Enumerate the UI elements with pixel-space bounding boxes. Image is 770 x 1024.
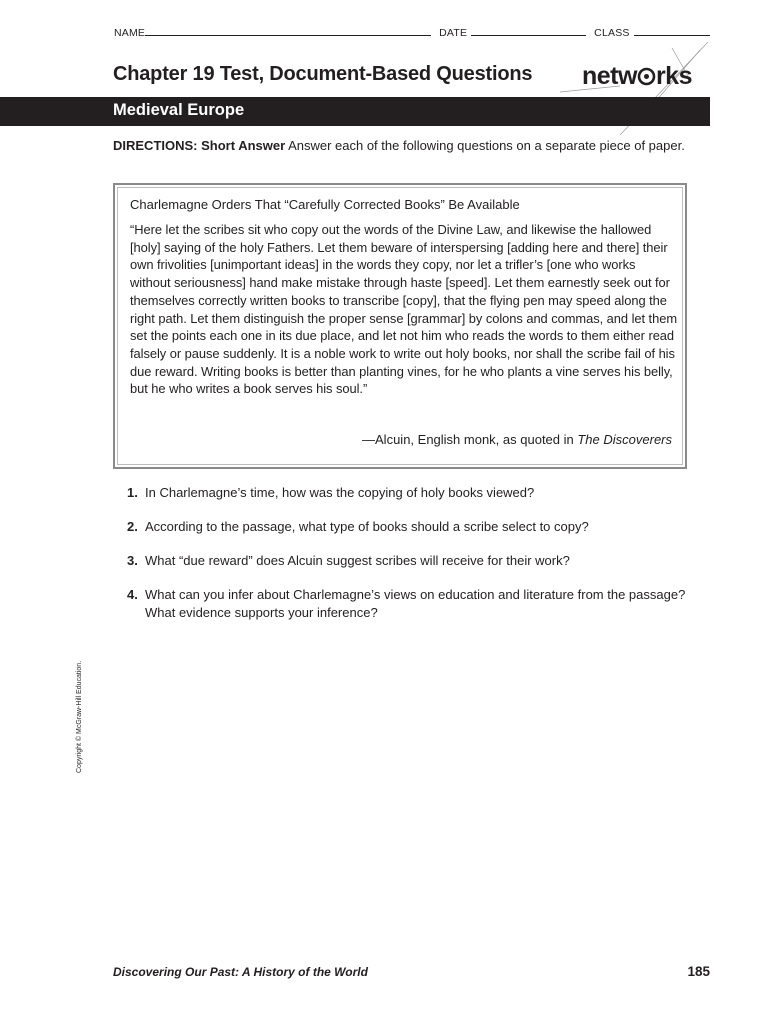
section-band xyxy=(0,97,710,126)
source-title: The Discoverers xyxy=(577,432,672,447)
question-item xyxy=(127,552,687,570)
class-blank[interactable] xyxy=(634,25,710,36)
document-source xyxy=(362,432,672,447)
question-item xyxy=(127,518,687,536)
logo-o-icon xyxy=(637,67,656,86)
networks-logo: netw rks xyxy=(582,62,692,90)
directions-label: DIRECTIONS: xyxy=(113,138,198,153)
question-text: What “due reward” does Alcuin suggest scribes will receive for their work? xyxy=(145,553,570,568)
document-title: Charlemagne Orders That “Carefully Corrected Books” Be Available xyxy=(130,197,520,212)
page-title: Chapter 19 Test, Document-Based Questions xyxy=(113,63,533,85)
question-text: In Charlemagne’s time, how was the copying of holy books viewed? xyxy=(145,485,535,500)
source-prefix: —Alcuin, English monk, as quoted in xyxy=(362,432,578,447)
footer-book-title: Discovering Our Past: A History of the World xyxy=(113,965,368,979)
page-number: 185 xyxy=(687,964,710,979)
question-item xyxy=(127,586,687,621)
document-quote: “Here let the scribes sit who copy out the words of the Divine Law, and likewise the hallowed [holy] saying of the holy Fathers. Let them beware of interspersing [adding here and there] their own frivolities [unimportant ideas] in the words they copy, nor let a trifler’s [one who works without seriousness] hand make mistake through haste [speed]. Let them earnestly seek out for themselves correctly written books to transcribe [copy], that the flying pen may speed along the right path. Let them distinguish the proper sense [grammar] by colons and commas, and let them set the points each one in its due place, and let not him who reads the words to them either read falsely or pause suddenly. It is a noble work to write out holy books, nor shall the scribe fail of his due reward. Writing books is better than planting vines, for he who plants a vine serves his belly, but he who writes a book serves his soul.” xyxy=(130,222,678,397)
question-number: 1. xyxy=(127,485,138,500)
question-text: What can you infer about Charlemagne’s views on education and literature from the passage? What evidence supports your inference? xyxy=(145,587,686,620)
question-item xyxy=(127,484,687,502)
question-number: 2. xyxy=(127,519,138,534)
question-text: According to the passage, what type of books should a scribe select to copy? xyxy=(145,519,589,534)
copyright-notice: Copyright © McGraw-Hill Education. xyxy=(76,660,83,773)
class-label: CLASS xyxy=(594,27,630,39)
section-title: Medieval Europe xyxy=(113,101,245,119)
directions xyxy=(113,137,703,155)
name-label: NAME xyxy=(114,27,146,39)
student-info-line xyxy=(114,25,714,39)
date-label: DATE xyxy=(439,27,468,39)
date-blank[interactable] xyxy=(471,25,586,36)
directions-text: Answer each of the following questions on a separate piece of paper. xyxy=(288,138,685,153)
directions-type: Short Answer xyxy=(201,138,286,153)
question-number: 4. xyxy=(127,587,138,602)
name-blank[interactable] xyxy=(145,25,431,36)
question-number: 3. xyxy=(127,553,138,568)
question-list xyxy=(127,484,687,638)
